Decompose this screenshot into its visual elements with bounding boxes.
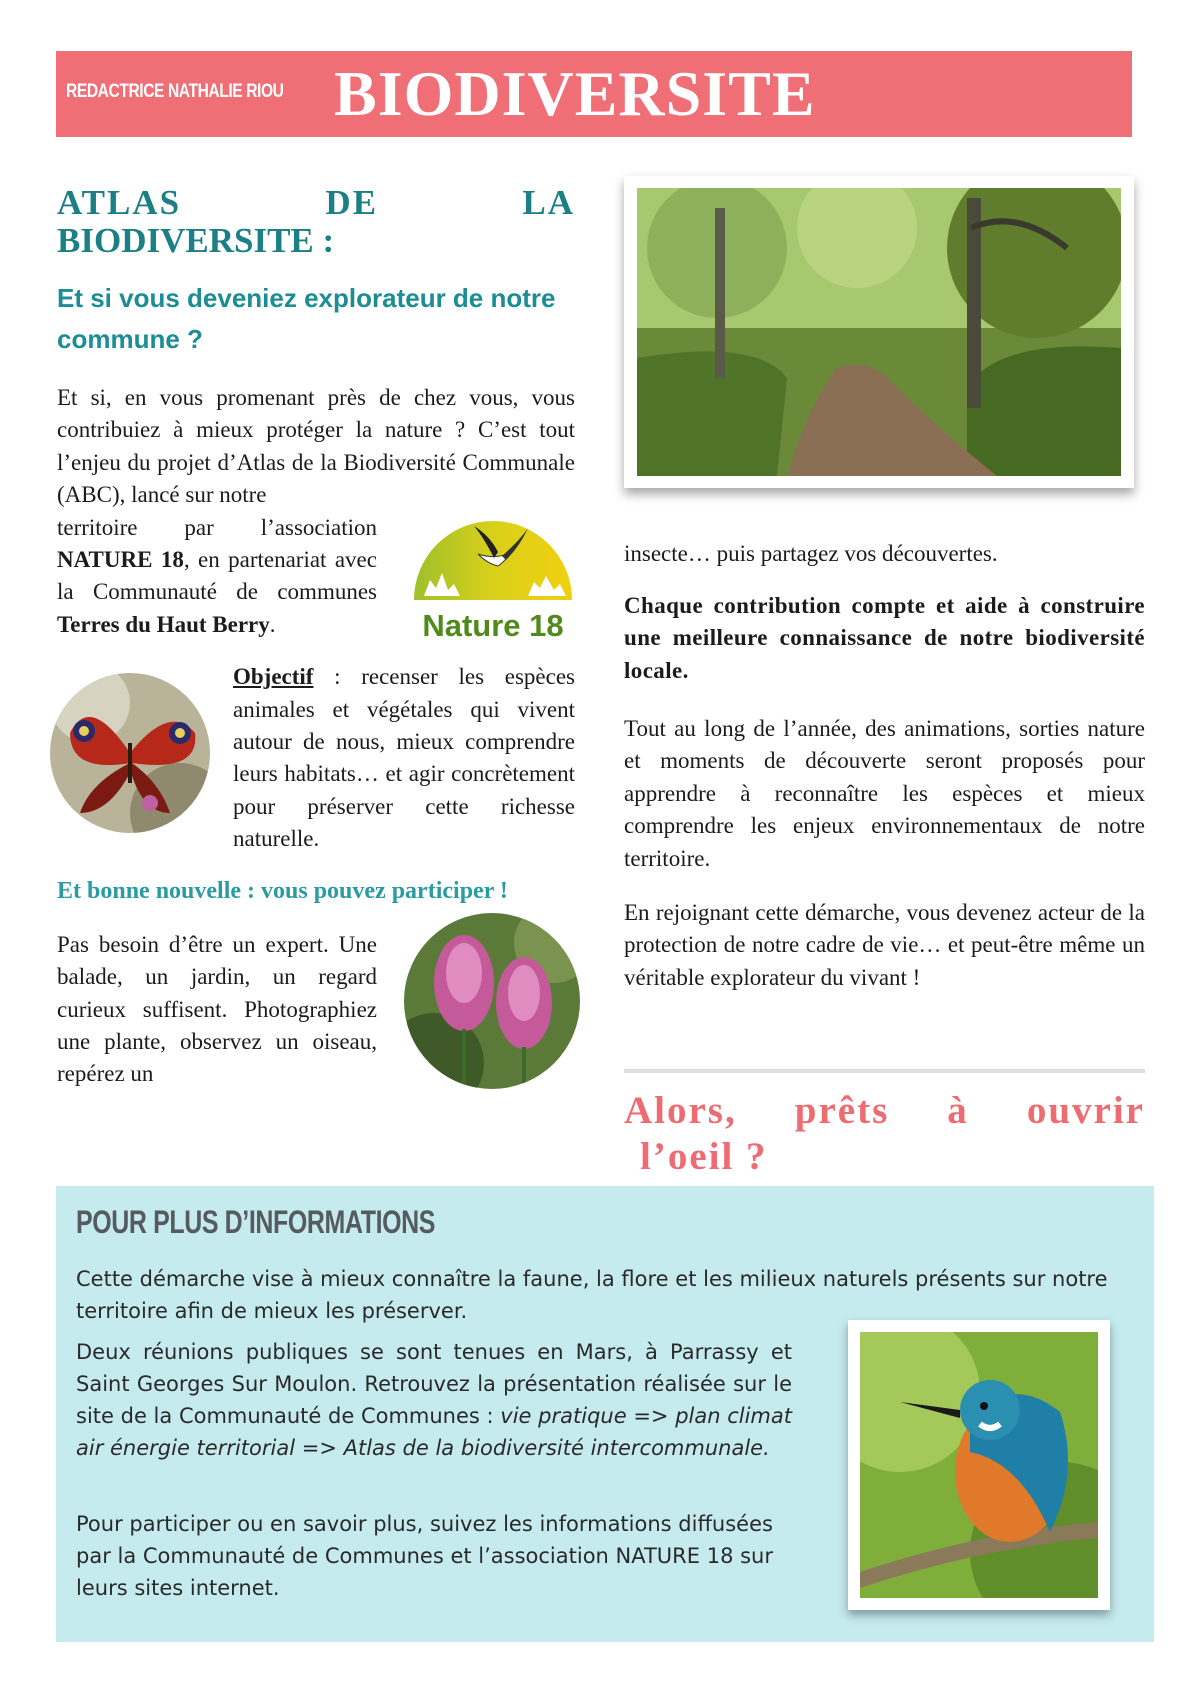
info-paragraph-2: Deux réunions publiques se sont tenues en Mars, à Parrassy et Saint Georges Sur Moulon. Retrouvez la présentation réalisée sur le site de la Communauté de Communes : vie pratique => plan climat air énergie territorial => Atlas de la biodiversité intercommunale. [76, 1340, 792, 1460]
left-column [57, 176, 575, 1091]
objectif-label: Objectif [233, 664, 314, 690]
closing-question [624, 1088, 1145, 1180]
closing-word: prêts [794, 1089, 890, 1132]
header-banner [56, 51, 1132, 137]
chaque-contribution-paragraph: Chaque contribution compte et aide à construire une meilleure connaissance de notre biodiversité locale. [624, 593, 1145, 683]
atlas-title-word: LA [522, 183, 575, 222]
closing-word: ouvrir [1026, 1089, 1145, 1132]
objectif-block [57, 661, 575, 855]
logo-text: Nature 18 [422, 607, 564, 643]
participation-paragraph: Pas besoin d’être un expert. Une balade, un jardin, un regard curieux suffisent. Photographiez une plante, observez un oiseau, repérez un [57, 931, 377, 1087]
rejoignant-paragraph: En rejoignant cette démarche, vous devenez acteur de la protection de notre cadre de vie… et peut-être même un véritable explorateur du vivant ! [624, 900, 1145, 990]
closing-line2: l’oeil ? [640, 1135, 768, 1178]
terres-du-haut-berry-name: Terres du Haut Berry [57, 611, 270, 637]
intro-paragraph: Et si, en vous promenant près de chez vous, vous contribuiez à mieux protéger la nature ? C’est tout l’enjeu du projet d’Atlas de la Biodiversité Communale (ABC), lancé sur notre [57, 385, 575, 508]
nature-18-name: NATURE 18 [57, 547, 184, 573]
info-box [56, 1186, 1154, 1642]
animations-paragraph: Tout au long de l’année, des animations, sorties nature et moments de découverte seront proposés pour apprendre à reconnaître les espèces et mieux comprendre les enjeux environnementaux de notre territoire. [624, 716, 1145, 871]
info-paragraph-1: Cette démarche vise à mieux connaître la faune, la flore et les milieux naturels présents sur notre territoire afin de mieux les préserver. [76, 1267, 1108, 1323]
closing-word: Alors, [624, 1089, 737, 1132]
kingfisher-photo [848, 1320, 1110, 1610]
nature-block [57, 512, 575, 642]
divider [624, 1069, 1145, 1073]
subtitle: Et si vous deveniez explorateur de notre commune ? [57, 283, 556, 354]
pink-orchid-photo [404, 913, 580, 1089]
atlas-title [57, 184, 575, 260]
atlas-title-word: ATLAS [57, 183, 182, 222]
author-label: REDACTRICE NATHALIE RIOU [66, 81, 284, 102]
nature-18-logo [408, 518, 578, 648]
nature-paragraph: territoire par l’association NATURE 18, en partenariat avec la Communauté de communes Terres du Haut Berry. [57, 514, 377, 637]
atlas-title-word: DE [325, 183, 379, 222]
objectif-paragraph: Objectif : recenser les espèces animales et végétales qui vivent autour de nous, mieux comprendre leurs habitats… et agir concrètement pour préserver cette richesse naturelle. [233, 664, 575, 852]
section-title: BIODIVERSITE [334, 58, 816, 129]
continuation-paragraph: insecte… puis partagez vos découvertes. [624, 541, 998, 566]
info-paragraph-3: Pour participer ou en savoir plus, suivez les informations diffusées par la Communauté de Communes et l’association NATURE 18 sur leurs sites internet. [76, 1512, 773, 1600]
atlas-title-line2: BIODIVERSITE : [57, 221, 335, 260]
forest-path-photo [624, 176, 1134, 488]
peacock-butterfly-photo [50, 673, 210, 833]
closing-word: à [947, 1089, 969, 1132]
participation-block [57, 929, 575, 1091]
good-news-heading: Et bonne nouvelle : vous pouvez participer ! [57, 877, 508, 904]
info-title: POUR PLUS D’INFORMATIONS [76, 1204, 436, 1240]
website-path: vie pratique => plan climat air énergie territorial => Atlas de la biodiversité intercommunale. [76, 1404, 792, 1460]
